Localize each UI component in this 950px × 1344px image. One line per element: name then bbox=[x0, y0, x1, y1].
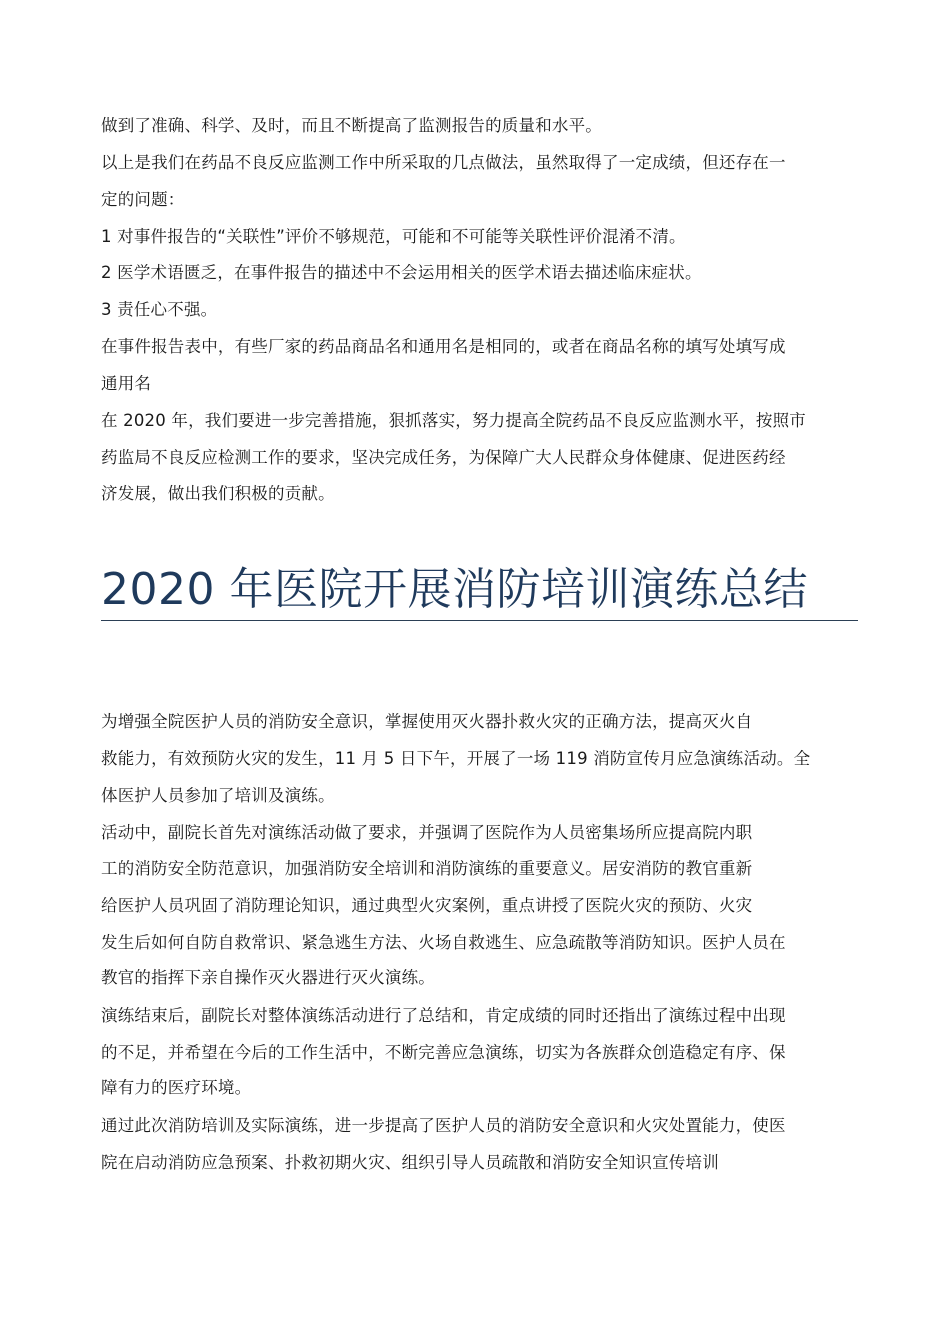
paragraph-line: 活动中，副院长首先对演练活动做了要求，并强调了医院作为人员密集场所应提高院内职 bbox=[101, 823, 753, 842]
paragraph-line: 通过此次消防培训及实际演练，进一步提高了医护人员的消防安全意识和火灾处置能力，使医 bbox=[101, 1116, 786, 1135]
paragraph-line: 工的消防安全防范意识，加强消防安全培训和消防演练的重要意义。居安消防的教官重新 bbox=[101, 859, 753, 878]
paragraph-line: 院在启动消防应急预案、扑救初期火灾、组织引导人员疏散和消防安全知识宣传培训 bbox=[101, 1153, 719, 1172]
paragraph-line: 定的问题： bbox=[101, 190, 185, 209]
paragraph-line: 济发展，做出我们积极的贡献。 bbox=[101, 484, 335, 503]
title-underline bbox=[101, 620, 858, 621]
paragraph-line: 为增强全院医护人员的消防安全意识，掌握使用灭火器扑救火灾的正确方法，提高灭火自 bbox=[101, 712, 753, 731]
paragraph-line: 演练结束后，副院长对整体演练活动进行了总结和，肯定成绩的同时还指出了演练过程中出现 bbox=[101, 1006, 786, 1025]
section-title: 2020 年医院开展消防培训演练总结 bbox=[101, 564, 808, 615]
paragraph-line: 在事件报告表中，有些厂家的药品商品名和通用名是相同的，或者在商品名称的填写处填写成 bbox=[101, 337, 786, 356]
paragraph-line: 药监局不良反应检测工作的要求，坚决完成任务，为保障广大人民群众身体健康、促进医药经 bbox=[101, 448, 786, 467]
paragraph-line: 在 2020 年，我们要进一步完善措施，狠抓落实，努力提高全院药品不良反应监测水平，按照市 bbox=[101, 411, 806, 430]
paragraph-line: 通用名 bbox=[101, 374, 152, 393]
paragraph-line: 教官的指挥下亲自操作灭火器进行灭火演练。 bbox=[101, 968, 435, 987]
paragraph-line: 障有力的医疗环境。 bbox=[101, 1078, 252, 1097]
paragraph-line: 救能力，有效预防火灾的发生，11 月 5 日下午，开展了一场 119 消防宣传月应急演练活动。全 bbox=[101, 749, 811, 768]
paragraph-line: 的不足，并希望在今后的工作生活中，不断完善应急演练，切实为各族群众创造稳定有序、保 bbox=[101, 1043, 786, 1062]
paragraph-line: 以上是我们在药品不良反应监测工作中所采取的几点做法，虽然取得了一定成绩，但还存在一 bbox=[101, 153, 786, 172]
paragraph-line: 体医护人员参加了培训及演练。 bbox=[101, 786, 335, 805]
list-item: 3 责任心不强。 bbox=[101, 300, 218, 319]
list-item: 2 医学术语匮乏，在事件报告的描述中不会运用相关的医学术语去描述临床症状。 bbox=[101, 263, 702, 282]
paragraph-line: 做到了准确、科学、及时，而且不断提高了监测报告的质量和水平。 bbox=[101, 116, 602, 135]
paragraph-line: 发生后如何自防自救常识、紧急逃生方法、火场自救逃生、应急疏散等消防知识。医护人员在 bbox=[101, 933, 786, 952]
list-item: 1 对事件报告的“关联性”评价不够规范，可能和不可能等关联性评价混淆不清。 bbox=[101, 227, 686, 246]
paragraph-line: 给医护人员巩固了消防理论知识，通过典型火灾案例，重点讲授了医院火灾的预防、火灾 bbox=[101, 896, 753, 915]
